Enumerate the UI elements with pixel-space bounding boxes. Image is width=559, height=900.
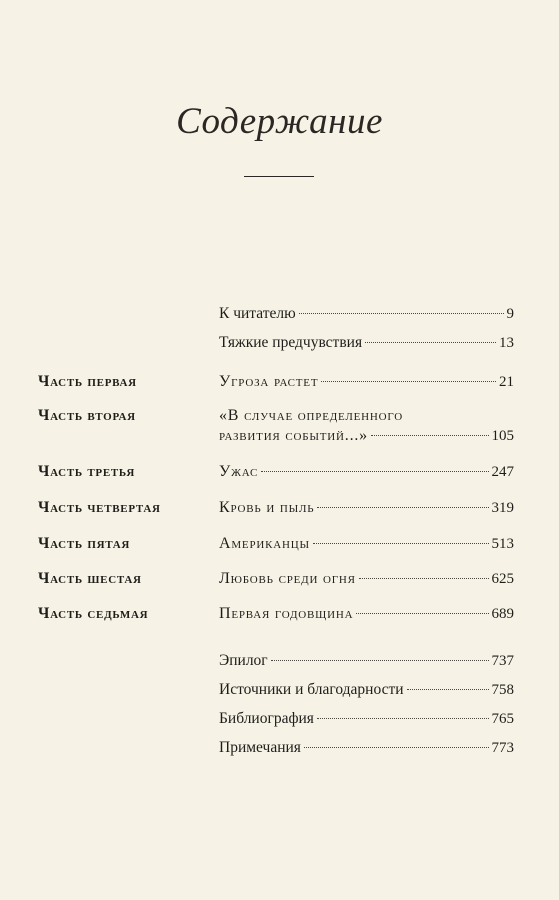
dot-leader <box>261 471 488 472</box>
toc-entry-part-2 <box>219 406 514 446</box>
toc-entry-page: 21 <box>499 374 514 390</box>
dot-leader <box>365 342 496 343</box>
toc-entry-page: 689 <box>491 606 514 622</box>
dot-leader <box>271 660 489 661</box>
toc-entry-end-1 <box>219 651 514 671</box>
toc-entry-title: К читателю <box>219 305 296 322</box>
toc-entry-end-4 <box>219 738 514 758</box>
dot-leader <box>299 313 504 314</box>
part-label-5: Часть пятая <box>38 535 131 552</box>
toc-entry-part-6 <box>219 569 514 589</box>
part-label-6: Часть шестая <box>38 570 142 587</box>
dot-leader <box>304 747 489 748</box>
toc-entry-title-line2: развития событий...» <box>219 427 368 444</box>
toc-entry-title: Любовь среди огня <box>219 570 356 587</box>
part-label-2: Часть вторая <box>38 407 136 424</box>
dot-leader <box>356 613 488 614</box>
toc-entry-part-1 <box>219 372 514 392</box>
toc-entry-part-7 <box>219 604 514 624</box>
toc-entry-title: Американцы <box>219 535 310 552</box>
toc-entry-page: 758 <box>491 682 514 698</box>
toc-entry-page: 9 <box>506 306 514 322</box>
toc-entry-title: Кровь и пыль <box>219 499 315 516</box>
toc-entry-title: Эпилог <box>219 652 268 669</box>
toc-entry-title: Тяжкие предчувствия <box>219 334 363 351</box>
toc-entry-page: 105 <box>491 428 514 444</box>
toc-entry-end-3 <box>219 709 514 729</box>
toc-entry-page: 737 <box>491 653 514 669</box>
dot-leader <box>317 507 488 508</box>
toc-entry-title: Библиография <box>219 710 314 727</box>
toc-entry-page: 513 <box>491 536 514 552</box>
toc-entry-part-3 <box>219 462 514 482</box>
toc-entry-part-4 <box>219 498 514 518</box>
toc-entry-page: 13 <box>499 335 514 351</box>
dot-leader <box>313 543 489 544</box>
toc-entry-title: Угроза растет <box>219 373 319 390</box>
toc-entry-part-5 <box>219 534 514 554</box>
part-label-7: Часть седьмая <box>38 605 149 622</box>
toc-entry-page: 247 <box>491 464 514 480</box>
dot-leader <box>407 689 489 690</box>
dot-leader <box>317 718 489 719</box>
part-label-3: Часть третья <box>38 463 135 480</box>
toc-entry-title: Ужас <box>219 463 259 480</box>
toc-entry-page: 625 <box>491 571 514 587</box>
dot-leader <box>371 435 489 436</box>
toc-entry-title: Примечания <box>219 739 301 756</box>
toc-entry-end-2 <box>219 680 514 700</box>
toc-entry-title: Первая годовщина <box>219 605 354 622</box>
toc-entry-title: Источники и благодарности <box>219 681 404 698</box>
toc-entry-page: 765 <box>491 711 514 727</box>
toc-entry-page: 773 <box>491 740 514 756</box>
toc-entry-intro-1 <box>219 304 514 324</box>
toc-entry-intro-2 <box>219 333 514 353</box>
part-label-1: Часть первая <box>38 373 137 390</box>
dot-leader <box>359 578 489 579</box>
dot-leader <box>321 381 496 382</box>
page-title: Содержание <box>176 101 383 142</box>
part-label-4: Часть четвертая <box>38 499 161 516</box>
toc-entry-page: 319 <box>491 500 514 516</box>
toc-entry-title-line1: «В случае определенного <box>219 407 404 424</box>
